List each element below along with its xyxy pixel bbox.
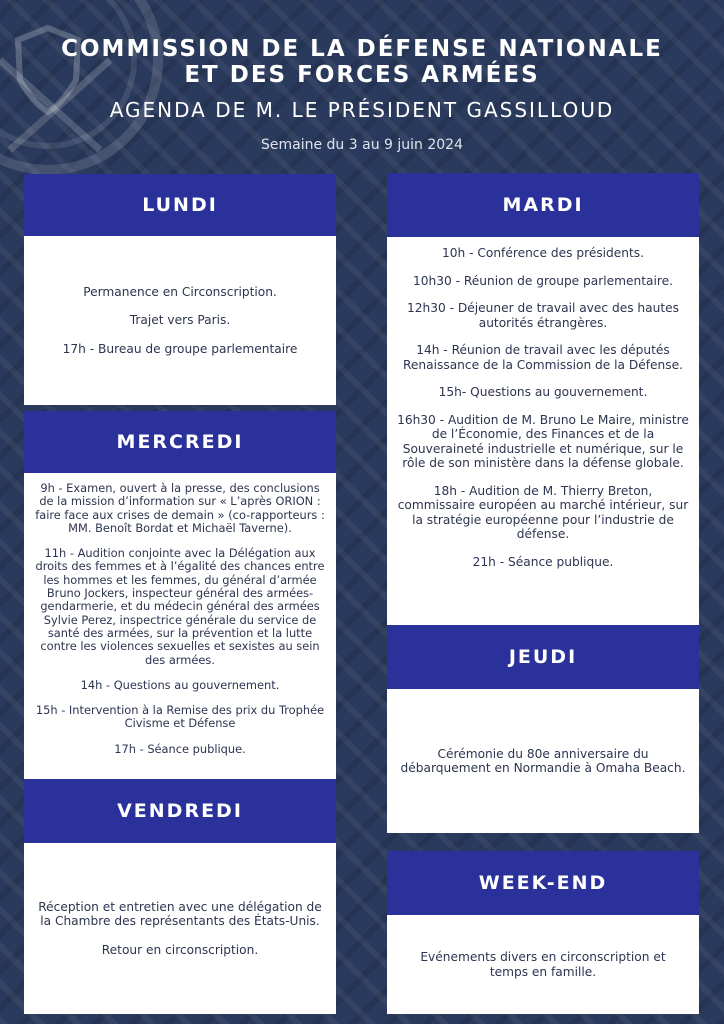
day-header-vendredi: VENDREDI [24, 779, 336, 843]
page-title-line1: COMMISSION DE LA DÉFENSE NATIONALE [61, 36, 663, 62]
day-card-vendredi [24, 843, 336, 1014]
event-item: 10h - Conférence des présidents. [441, 246, 645, 260]
day-header-jeudi: JEUDI [387, 625, 699, 689]
day-card-mardi [387, 237, 699, 625]
event-item: Evénements divers en circonscription et temps en famille. [420, 950, 666, 979]
page-title-line2: ET DES FORCES ARMÉES [184, 62, 540, 88]
day-card-mercredi [24, 473, 336, 779]
shield-crossed-swords-icon [0, 0, 180, 180]
event-item: Trajet vers Paris. [129, 313, 231, 328]
day-header-lundi: LUNDI [24, 174, 336, 236]
event-item: 21h - Séance publique. [472, 554, 614, 569]
event-item: 14h - Réunion de travail avec les députés Renaissance de la Commission de la Défense. [403, 343, 683, 372]
day-card-weekend [387, 915, 699, 1014]
event-item: 16h30 - Audition de M. Bruno Le Maire, ministre de l’Économie, des Finances et de la Souveraineté industrielle et numérique, sur le rôle de son ministère dans la défense globale. [397, 412, 689, 470]
event-item: 17h - Séance publique. [114, 741, 246, 756]
event-item: Cérémonie du 80e anniversaire du débarquement en Normandie à Omaha Beach. [400, 746, 686, 775]
event-item: 11h - Audition conjointe avec la Délégation aux droits des femmes et à l’égalité des chances entre les hommes et les femmes, du général d’armée Bruno Jockers, inspecteur général des armées-gendarmerie, et du médecin général des armées Sylvie Perez, inspectrice générale du service de santé des armées, sur la prévention et la lutte contre les violences sexuelles et sexistes au sein des armées. [35, 546, 325, 667]
day-header-mercredi: MERCREDI [24, 411, 336, 473]
event-item: Permanence en Circonscription. [83, 284, 277, 299]
event-item: 9h - Examen, ouvert à la presse, des conclusions de la mission d’information sur « L’après ORION : faire face aux crises de demain » (co-rapporteurs : MM. Benoît Bordat et Michaël Taverne). [35, 481, 325, 535]
day-card-jeudi [387, 689, 699, 833]
event-item: Retour en circonscription. [101, 942, 259, 957]
event-item: Réception et entretien avec une délégation de la Chambre des représentants des États-Unis. [38, 899, 322, 929]
event-item: 15h - Intervention à la Remise des prix du Trophée Civisme et Défense [35, 703, 325, 731]
event-item: 17h - Bureau de groupe parlementaire [62, 341, 298, 356]
agenda-subtitle: AGENDA DE M. LE PRÉSIDENT GASSILLOUD [109, 98, 615, 122]
day-header-weekend: WEEK-END [387, 851, 699, 915]
event-item: 12h30 - Déjeuner de travail avec des hautes autorités étrangères. [407, 301, 679, 330]
event-item: 15h- Questions au gouvernement. [438, 385, 648, 399]
week-range: Semaine du 3 au 9 juin 2024 [261, 137, 463, 153]
day-header-mardi: MARDI [387, 173, 699, 237]
event-item: 18h - Audition de M. Thierry Breton, commissaire européen au marché intérieur, sur la stratégie européenne pour l’industrie de défense. [397, 483, 689, 541]
day-card-lundi [24, 236, 336, 405]
event-item: 14h - Questions au gouvernement. [80, 677, 280, 692]
event-item: 10h30 - Réunion de groupe parlementaire. [412, 273, 673, 288]
